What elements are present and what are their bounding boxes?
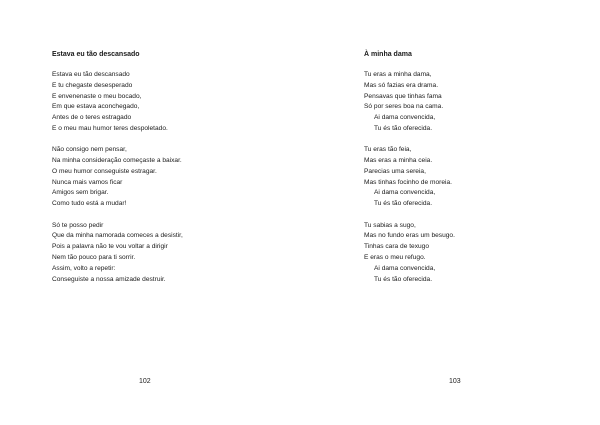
poem-line: O meu humor conseguiste estragar. bbox=[52, 167, 157, 175]
poem-line: Tu eras tão feia, bbox=[364, 146, 412, 154]
poem-left bbox=[52, 49, 183, 296]
poem-line: Amigos sem brigar. bbox=[52, 189, 109, 197]
poem-line: Só por seres boa na cama. bbox=[364, 103, 444, 111]
poem-title: À minha dama bbox=[364, 51, 412, 58]
stanza bbox=[364, 221, 455, 286]
refrain-line: Ai dama convencida, bbox=[374, 264, 436, 272]
poem-line: Estava eu tão descansado bbox=[52, 71, 130, 78]
poem-line: Na minha consideração começaste a baixar. bbox=[52, 157, 182, 165]
poem-line: Tu eras a minha dama, bbox=[364, 71, 432, 78]
poem-line: E eras o meu refugo. bbox=[364, 253, 426, 261]
poem-line: Nunca mais vamos ficar bbox=[52, 178, 123, 186]
right-page bbox=[300, 0, 600, 425]
poem-line: Parecias uma sereia, bbox=[364, 167, 426, 175]
poem-right bbox=[364, 49, 455, 296]
poem-line: Antes de o teres estragado bbox=[52, 114, 132, 122]
poem-line: Tu sabias a sugo, bbox=[364, 221, 416, 229]
stanza bbox=[364, 70, 455, 135]
refrain-line: Tu és tão oferecida. bbox=[374, 275, 433, 283]
refrain-line: Tu és tão oferecida. bbox=[374, 200, 433, 208]
poem-line: Mas só fazias era drama. bbox=[364, 81, 439, 89]
refrain-line: Ai dama convencida, bbox=[374, 189, 436, 197]
poem-line: Pensavas que tinhas fama bbox=[364, 92, 442, 100]
poem-line: Pois a palavra não te vou voltar a dirigir bbox=[52, 243, 168, 251]
poem-line: Como tudo está a mudar! bbox=[52, 200, 127, 208]
poem-line: Só te posso pedir bbox=[52, 221, 104, 229]
stanza bbox=[52, 221, 183, 286]
poem-line: Em que estava aconchegado, bbox=[52, 103, 140, 111]
poem-line: Mas tinhas focinho de moreia. bbox=[364, 178, 452, 186]
page-number: 102 bbox=[139, 378, 151, 385]
poem-line: Mas no fundo eras um besugo. bbox=[364, 232, 455, 240]
poem-line: E envenenaste o meu bocado, bbox=[52, 92, 142, 100]
poem-line: Mas eras a minha ceia. bbox=[364, 157, 433, 165]
poem-line: Tinhas cara de texugo bbox=[364, 243, 430, 251]
poem-line: E o meu mau humor teres despoletado. bbox=[52, 124, 168, 132]
page-number: 103 bbox=[449, 378, 461, 385]
poem-line: E tu chegaste desesperado bbox=[52, 81, 133, 89]
stanza bbox=[364, 145, 455, 210]
poem-title: Estava eu tão descansado bbox=[52, 51, 140, 58]
refrain-line: Tu és tão oferecida. bbox=[374, 124, 433, 132]
poem-line: Nem tão pouco para ti sorrir. bbox=[52, 253, 136, 261]
poem-line: Não consigo nem pensar, bbox=[52, 146, 127, 154]
poem-line: Que da minha namorada comeces a desistir, bbox=[52, 232, 183, 240]
refrain-line: Ai dama convencida, bbox=[374, 114, 436, 122]
stanza bbox=[52, 145, 183, 210]
stanza bbox=[52, 70, 183, 135]
poem-line: Assim, volto a repetir: bbox=[52, 264, 116, 272]
poem-line: Conseguiste a nossa amizade destruir. bbox=[52, 275, 166, 283]
